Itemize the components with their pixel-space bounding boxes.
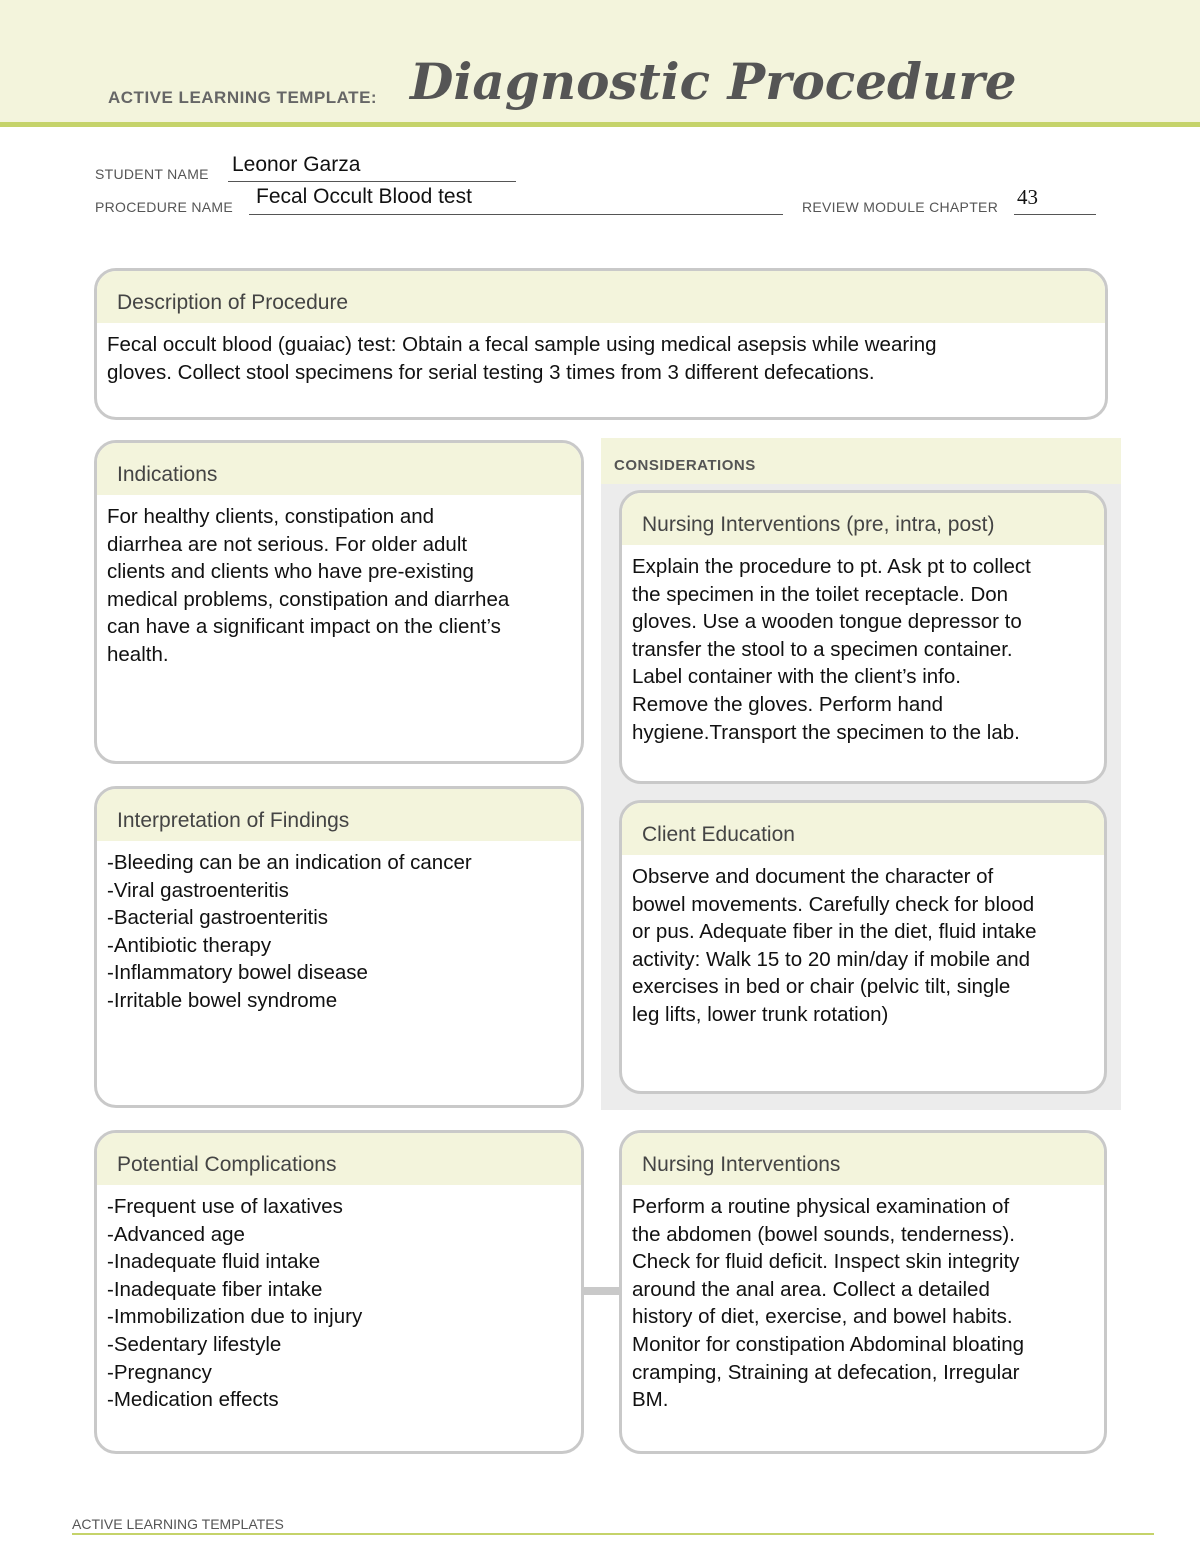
text-line: BM. <box>632 1388 669 1412</box>
text-line: hygiene.Transport the specimen to the lab. <box>632 720 1020 744</box>
text-line: -Antibiotic therapy <box>107 933 272 957</box>
footer-divider <box>72 1533 1154 1535</box>
procedure-name-field[interactable]: Fecal Occult Blood test <box>256 185 472 208</box>
student-name-line <box>228 181 516 182</box>
text-line: -Medication effects <box>107 1388 279 1412</box>
text-line: leg lifts, lower trunk rotation) <box>632 1002 889 1026</box>
interpretation-box <box>94 786 584 1108</box>
text-line: Remove the gloves. Perform hand <box>632 692 944 716</box>
chapter-field[interactable]: 43 <box>1017 185 1038 209</box>
text-line: gloves. Collect stool specimens for serial testing 3 times from 3 different defecations. <box>107 360 875 384</box>
text-line: bowel movements. Carefully check for blood <box>632 892 1035 916</box>
description-text[interactable] <box>97 323 1105 386</box>
procedure-name-line <box>249 214 783 215</box>
text-line: Fecal occult blood (guaiac) test: Obtain a fecal sample using medical asepsis while wearing <box>107 333 937 356</box>
text-line: -Pregnancy <box>107 1360 212 1384</box>
nursing-interventions-pre-text[interactable] <box>622 545 1104 746</box>
complications-text[interactable] <box>97 1185 581 1414</box>
indications-title: Indications <box>97 443 581 495</box>
text-line: transfer the stool to a specimen container. <box>632 637 1013 661</box>
nursing-interventions-title: Nursing Interventions <box>622 1133 1104 1185</box>
text-line: -Sedentary lifestyle <box>107 1332 282 1356</box>
text-line: diarrhea are not serious. For older adult <box>107 532 468 556</box>
complications-box <box>94 1130 584 1454</box>
client-education-box <box>619 800 1107 1094</box>
nursing-interventions-pre-title: Nursing Interventions (pre, intra, post) <box>622 493 1104 545</box>
text-line: For healthy clients, constipation and <box>107 505 435 528</box>
box-connector <box>583 1287 621 1295</box>
client-education-text[interactable] <box>622 855 1104 1029</box>
complications-title: Potential Complications <box>97 1133 581 1185</box>
text-line: Observe and document the character of <box>632 865 994 888</box>
text-line: gloves. Use a wooden tongue depressor to <box>632 610 1022 634</box>
chapter-line <box>1014 214 1096 215</box>
chapter-label: REVIEW MODULE CHAPTER <box>802 199 999 215</box>
procedure-name-label: PROCEDURE NAME <box>95 199 233 215</box>
interpretation-text[interactable] <box>97 841 581 1015</box>
text-line: -Irritable bowel syndrome <box>107 988 338 1012</box>
page-title: Diagnostic Procedure <box>410 52 1017 111</box>
footer-label: ACTIVE LEARNING TEMPLATES <box>72 1516 284 1532</box>
text-line: -Inflammatory bowel disease <box>107 961 368 985</box>
student-name-label: STUDENT NAME <box>95 166 209 182</box>
text-line: or pus. Adequate fiber in the diet, fluid intake <box>632 920 1037 944</box>
text-line: Perform a routine physical examination of <box>632 1195 1010 1218</box>
text-line: Monitor for constipation Abdominal bloating <box>632 1332 1025 1356</box>
text-line: -Inadequate fiber intake <box>107 1277 323 1301</box>
text-line: -Immobilization due to injury <box>107 1305 363 1329</box>
interpretation-title: Interpretation of Findings <box>97 789 581 841</box>
text-line: Check for fluid deficit. Inspect skin integrity <box>632 1250 1020 1274</box>
text-line: health. <box>107 642 169 666</box>
description-box <box>94 268 1108 420</box>
text-line: cramping, Straining at defecation, Irregular <box>632 1360 1020 1384</box>
text-line: can have a significant impact on the client’s <box>107 615 501 639</box>
text-line: -Bleeding can be an indication of cancer <box>107 851 472 874</box>
text-line: activity: Walk 15 to 20 min/day if mobile and <box>632 947 1031 971</box>
student-name-field[interactable]: Leonor Garza <box>232 153 361 176</box>
text-line: the specimen in the toilet receptacle. Don <box>632 582 1009 606</box>
text-line: -Advanced age <box>107 1222 245 1246</box>
description-title: Description of Procedure <box>97 271 1105 323</box>
text-line: Explain the procedure to pt. Ask pt to collect <box>632 555 1031 578</box>
nursing-interventions-pre-box <box>619 490 1107 784</box>
text-line: -Frequent use of laxatives <box>107 1195 343 1218</box>
text-line: -Viral gastroenteritis <box>107 878 289 902</box>
indications-text[interactable] <box>97 495 581 669</box>
text-line: -Bacterial gastroenteritis <box>107 906 329 930</box>
text-line: medical problems, constipation and diarrhea <box>107 587 510 611</box>
template-label: ACTIVE LEARNING TEMPLATE: <box>108 88 378 107</box>
text-line: clients and clients who have pre-existing <box>107 560 474 584</box>
text-line: -Inadequate fluid intake <box>107 1250 321 1274</box>
client-education-title: Client Education <box>622 803 1104 855</box>
text-line: exercises in bed or chair (pelvic tilt, single <box>632 975 1011 999</box>
header-divider <box>0 122 1200 127</box>
indications-box <box>94 440 584 764</box>
text-line: Label container with the client’s info. <box>632 665 961 689</box>
text-line: around the anal area. Collect a detailed <box>632 1277 990 1301</box>
text-line: history of diet, exercise, and bowel habits. <box>632 1305 1013 1329</box>
text-line: the abdomen (bowel sounds, tenderness). <box>632 1222 1015 1246</box>
nursing-interventions-box <box>619 1130 1107 1454</box>
considerations-label: CONSIDERATIONS <box>614 457 756 474</box>
nursing-interventions-text[interactable] <box>622 1185 1104 1414</box>
